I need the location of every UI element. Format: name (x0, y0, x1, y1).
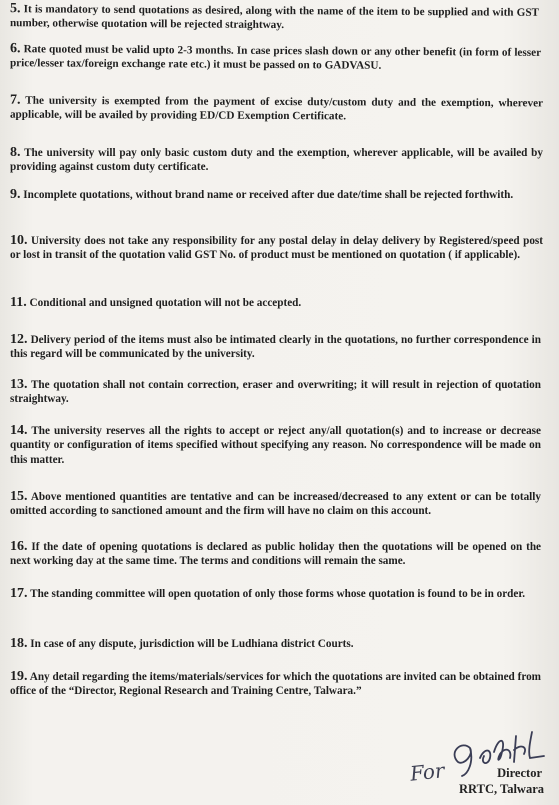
clause-16 (10, 540, 541, 569)
clause-text: If the date of opening quotations is declared as public holiday then the quotations will be opened on the next working day at the same time. The terms and conditions will remain the same. (10, 541, 542, 568)
clause-text: In case of any dispute, jurisdiction will be Ludhiana district Courts. (30, 638, 354, 650)
clause-text: Conditional and unsigned quotation will not be accepted. (29, 297, 302, 309)
clause-7 (10, 94, 543, 126)
clause-text: Delivery period of the items must also be intimated clearly in the quotations, no further correspondence in this regard will be communicated by the university. (10, 334, 542, 361)
clause-text: It is mandatory to send quotations as desired, along with the name of the item to be supplied and with GST number, otherwise quotation will be rejected straightway. (9, 3, 540, 32)
clause-6 (10, 42, 541, 75)
clause-text: The university is exempted from the payment of excise duty/custom duty and the exemption, wherever applicable, will be availed by providing ED/CD Exemption Certificate. (9, 94, 544, 123)
clause-text: University does not take any responsibility for any postal delay in delay delivery by Registered/speed post or lost in transit of the quotation valid GST No. of product must be mentioned on quotation ( if applicable). (10, 235, 543, 262)
signatory-organization: RRTC, Talwara (459, 782, 544, 796)
clause-text: Above mentioned quantities are tentative and can be increased/decreased to any extent or can be totally omitted according to sanctioned amount and the firm will have no claim on this account. (10, 491, 541, 518)
clause-14 (10, 424, 541, 467)
clause-number: 16. (10, 539, 28, 554)
clause-text: The university reserves all the rights to accept or reject any/all quotation(s) and to increase or decrease quantity or configuration of items specified without specifying any reason. No correspondence will be made on this matter. (10, 425, 541, 466)
clause-number: 13. (10, 377, 28, 392)
clause-number: 19. (10, 669, 28, 684)
clause-5 (10, 2, 539, 35)
clause-text: The university will pay only basic custom duty and the exemption, wherever applicable, will be availed by providing against custom duty certificate. (10, 147, 543, 174)
clause-number: 9. (10, 187, 21, 202)
clause-9 (10, 188, 543, 202)
clause-18 (10, 637, 541, 651)
clause-number: 6. (10, 41, 21, 57)
clause-19 (10, 670, 541, 699)
clause-text: The standing committee will open quotation of only those forms whose quotation is found to be in order. (30, 588, 526, 600)
clause-number: 15. (10, 489, 28, 504)
clause-number: 14. (10, 423, 28, 438)
clause-number: 18. (10, 636, 28, 651)
clause-number: 12. (10, 332, 28, 347)
clause-15 (10, 490, 541, 519)
clause-11 (10, 296, 543, 310)
signatory-title: Director (497, 766, 542, 780)
clause-number: 11. (10, 295, 27, 310)
clause-number: 7. (10, 92, 21, 108)
clause-text: Rate quoted must be valid upto 2-3 months. In case prices slash down or any other benefit (in form of lesser price/lesser tax/foreign exchange rate etc.) it must be passed on to GADVASU. (9, 43, 542, 73)
clause-number: 8. (10, 145, 21, 160)
clause-8 (10, 146, 543, 175)
clause-text: Incomplete quotations, without brand name or received after due date/time shall be rejected forthwith. (23, 189, 514, 201)
clause-number: 17. (10, 586, 28, 601)
clause-12 (10, 333, 541, 362)
clause-17 (10, 587, 541, 601)
signature-block (400, 722, 550, 802)
signature-prefix: For (408, 758, 446, 786)
clause-number: 10. (10, 233, 28, 248)
clause-10 (10, 234, 543, 263)
clause-text: The quotation shall not contain correction, eraser and overwriting; it will result in rejection of quotation straightway. (10, 379, 541, 406)
clause-13 (10, 378, 541, 407)
clause-text: Any detail regarding the items/materials/services for which the quotations are invited can be obtained from office of the “Director, Regional Research and Training Centre, Talwara.” (10, 671, 541, 698)
clause-number: 5. (10, 1, 21, 17)
